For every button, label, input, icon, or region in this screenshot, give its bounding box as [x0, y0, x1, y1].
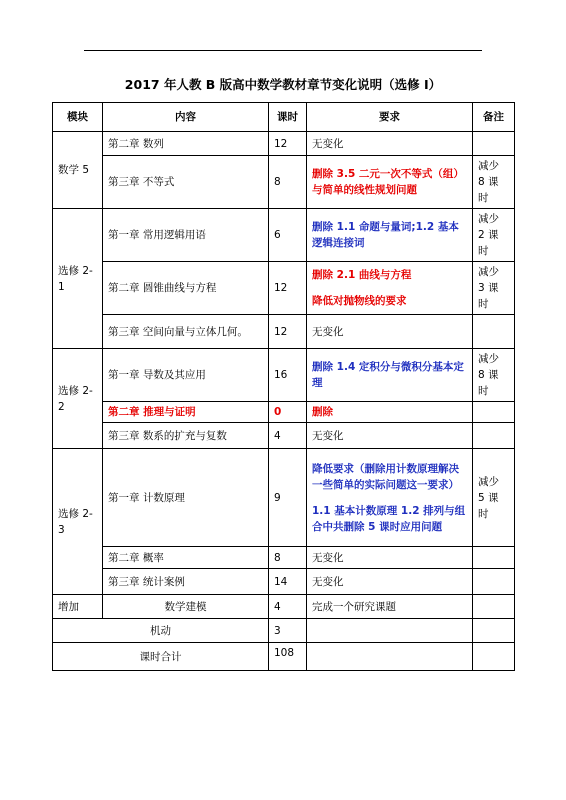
- content-cell: 第二章 圆锥曲线与方程: [103, 262, 269, 315]
- table-row-added: [53, 595, 515, 619]
- module-cell: 增加: [53, 595, 103, 619]
- content-cell: 第一章 计数原理: [103, 449, 269, 547]
- table-row-total: [53, 643, 515, 671]
- hours-cell: 12: [269, 262, 307, 315]
- content-cell: 第三章 统计案例: [103, 569, 269, 595]
- requirement-cell: 删除 3.5 二元一次不等式（组）与简单的线性规划问题: [307, 156, 473, 209]
- requirement-cell: 无变化: [307, 569, 473, 595]
- flex-label: 机动: [53, 619, 269, 643]
- requirement-cell: [307, 262, 473, 315]
- hours-cell: 6: [269, 209, 307, 262]
- content-cell: 第三章 空间向量与立体几何。: [103, 315, 269, 349]
- requirement-cell: 无变化: [307, 547, 473, 569]
- total-hours: 108: [269, 643, 307, 671]
- requirement-cell: [307, 619, 473, 643]
- hours-cell: 12: [269, 315, 307, 349]
- content-cell: 第一章 导数及其应用: [103, 349, 269, 402]
- hours-cell: 0: [269, 402, 307, 423]
- table-row: [53, 547, 515, 569]
- requirement-cell: 无变化: [307, 132, 473, 156]
- note-cell: [473, 643, 515, 671]
- table-row: [53, 132, 515, 156]
- hours-cell: 4: [269, 595, 307, 619]
- content-cell: 第二章 概率: [103, 547, 269, 569]
- table-row: [53, 423, 515, 449]
- note-cell: [473, 595, 515, 619]
- hours-cell: 14: [269, 569, 307, 595]
- table-row-flex: [53, 619, 515, 643]
- header-rule: [84, 50, 482, 51]
- note-cell: [473, 547, 515, 569]
- header-note: 备注: [473, 103, 515, 132]
- requirement-cell: 删除 1.4 定积分与微积分基本定理: [307, 349, 473, 402]
- hours-cell: 8: [269, 547, 307, 569]
- table-row: [53, 156, 515, 209]
- note-cell: [473, 315, 515, 349]
- total-label: 课时合计: [53, 643, 269, 671]
- requirement-cell: 完成一个研究课题: [307, 595, 473, 619]
- table-header-row: [53, 103, 515, 132]
- content-cell: 第二章 推理与证明: [103, 402, 269, 423]
- requirement-line: 降低对抛物线的要求: [312, 295, 407, 307]
- note-cell: [473, 132, 515, 156]
- content-cell: 第三章 不等式: [103, 156, 269, 209]
- note-cell: 减少 3 课时: [473, 262, 515, 315]
- note-cell: 减少 5 课时: [473, 449, 515, 547]
- hours-cell: 4: [269, 423, 307, 449]
- content-cell: 数学建模: [103, 595, 269, 619]
- requirement-line: 降低要求（删除用计数原理解决一些简单的实际问题这一要求）: [312, 462, 459, 491]
- header-requirement: 要求: [307, 103, 473, 132]
- table-row: [53, 449, 515, 547]
- requirement-cell: 删除: [307, 402, 473, 423]
- requirement-line: 删除 2.1 曲线与方程: [312, 269, 412, 281]
- content-cell: 第一章 常用逻辑用语: [103, 209, 269, 262]
- note-cell: 减少 8 课时: [473, 156, 515, 209]
- requirement-cell: 无变化: [307, 423, 473, 449]
- requirement-line: 1.1 基本计数原理 1.2 排列与组合中共删除 5 课时应用问题: [312, 504, 466, 533]
- header-content: 内容: [103, 103, 269, 132]
- table-row: [53, 402, 515, 423]
- document-title: 2017 年人教 B 版高中数学教材章节变化说明（选修 I）: [124, 77, 442, 92]
- requirement-cell: 无变化: [307, 315, 473, 349]
- hours-cell: 3: [269, 619, 307, 643]
- module-cell: 选修 2-2: [53, 349, 103, 449]
- requirement-cell: [307, 643, 473, 671]
- module-cell: 数学 5: [53, 132, 103, 209]
- hours-cell: 12: [269, 132, 307, 156]
- table-row: [53, 209, 515, 262]
- module-cell: 选修 2-1: [53, 209, 103, 349]
- content-cell: 第三章 数系的扩充与复数: [103, 423, 269, 449]
- hours-cell: 8: [269, 156, 307, 209]
- hours-cell: 9: [269, 449, 307, 547]
- header-hours: 课时: [269, 103, 307, 132]
- note-cell: [473, 619, 515, 643]
- note-cell: [473, 423, 515, 449]
- hours-cell: 16: [269, 349, 307, 402]
- table-row: [53, 569, 515, 595]
- table-row: [53, 262, 515, 315]
- note-cell: 减少 2 课时: [473, 209, 515, 262]
- change-table: [52, 102, 515, 671]
- note-cell: 减少 8 课时: [473, 349, 515, 402]
- requirement-cell: 删除 1.1 命题与量词;1.2 基本逻辑连接词: [307, 209, 473, 262]
- module-cell: 选修 2-3: [53, 449, 103, 595]
- note-cell: [473, 569, 515, 595]
- content-cell: 第二章 数列: [103, 132, 269, 156]
- note-cell: [473, 402, 515, 423]
- requirement-cell: [307, 449, 473, 547]
- header-module: 模块: [53, 103, 103, 132]
- table-row: [53, 315, 515, 349]
- table-row: [53, 349, 515, 402]
